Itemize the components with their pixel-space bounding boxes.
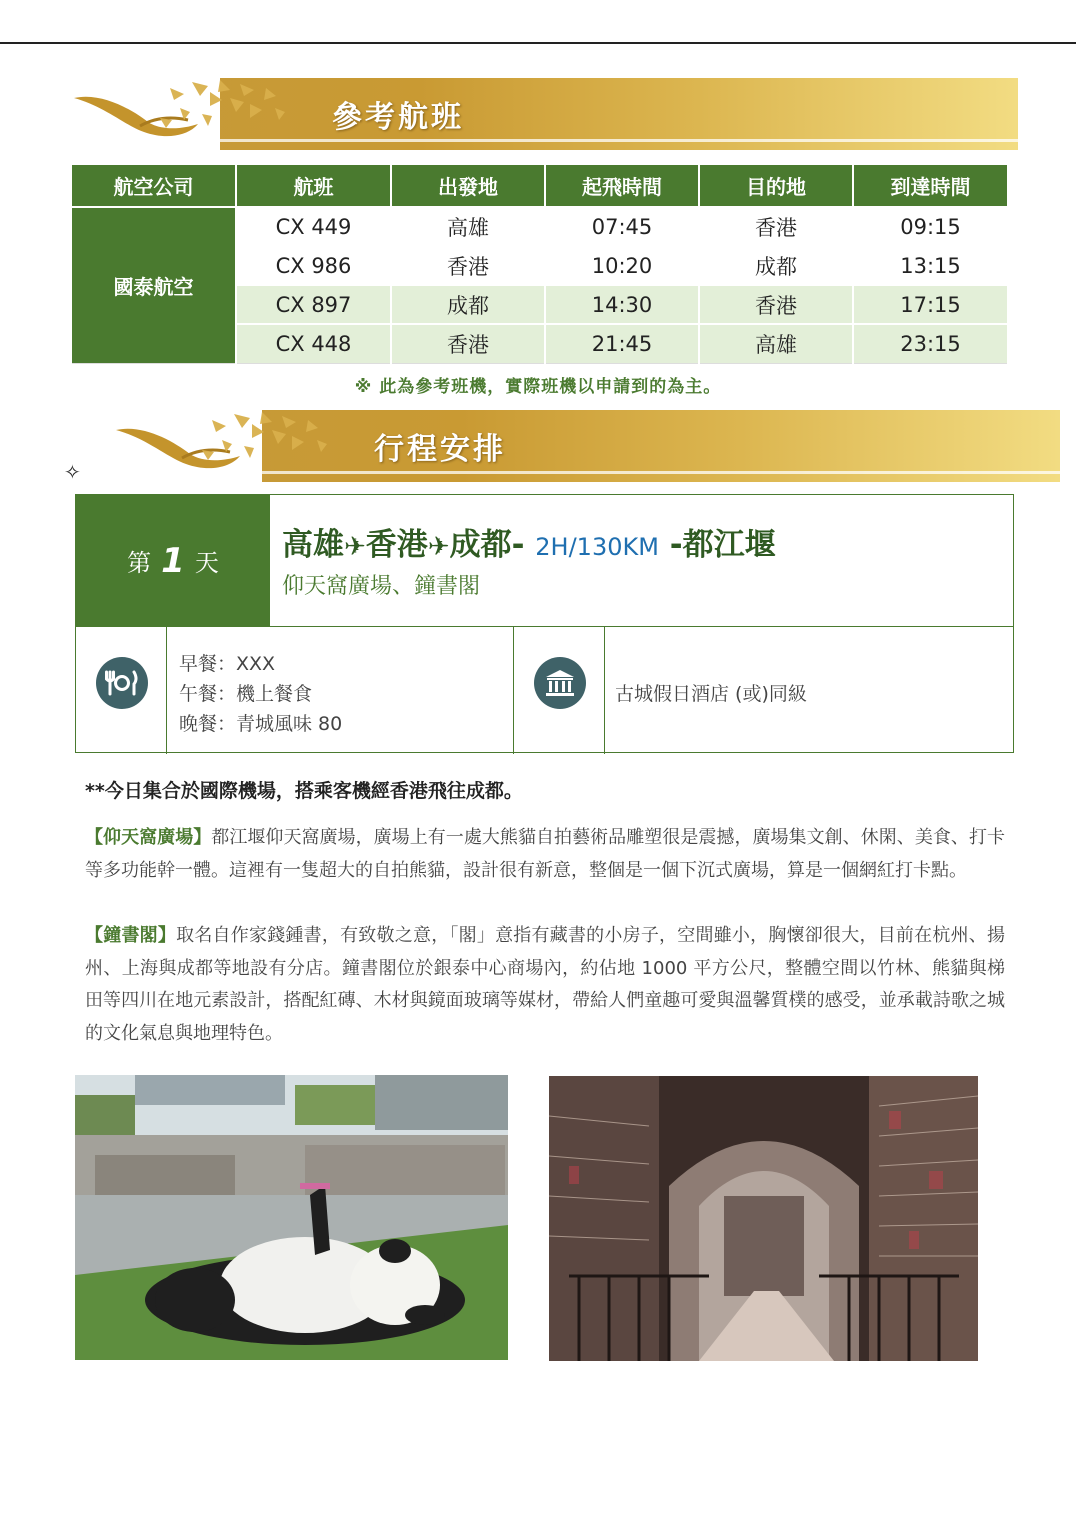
route-distance: 2H/130KM [535,533,659,561]
airplane-icon: ✈ [344,532,366,562]
day-number: 1 [161,540,185,581]
top-rule [0,42,1076,44]
destination: 香港 [699,207,853,246]
paragraph-yangtianwo [85,822,1005,887]
col-header-flight: 航班 [236,164,391,207]
col-header-arrive: 到達時間 [853,164,1008,207]
photo-panda-plaza [75,1075,508,1360]
day-label [76,495,270,626]
hotel-cell [605,627,1013,754]
flight-number: CX 448 [236,324,391,363]
breakfast: 早餐：XXX [179,653,276,675]
day-prefix: 第 [127,549,152,577]
destination: 高雄 [699,324,853,363]
section-banner-itinerary [112,410,1060,482]
utensils-icon [96,657,148,709]
hotel-icon-cell [514,627,605,754]
section-title: 行程安排 [374,432,506,467]
paragraph-heading: 【仰天窩廣場】 [85,827,212,848]
destination: 成都 [699,246,853,285]
paragraph-body: 都江堰仰天窩廣場，廣場上有一處大熊貓自拍藝術品雕塑很是震撼，廣場集文創、休閑、美食、打卡等多功能幹一體。這裡有一隻超大的自拍熊貓，設計很有新意，整個是一個下沉式廣場，算是一個網紅打卡點。 [85,827,1005,881]
hotel-name: 古城假日酒店 (或)同級 [615,683,807,705]
flight-number: CX 449 [236,207,391,246]
table-row [71,207,1008,246]
arrive-time: 13:15 [853,246,1008,285]
sparkle-icon: ✧ [64,460,81,484]
paragraph-zhongshuge [85,920,1005,1050]
dinner: 晚餐：青城風味 80 [179,713,343,735]
flight-number: CX 897 [236,285,391,324]
flight-note: ※ 此為參考班機，實際班機以申請到的為主。 [354,377,722,397]
origin: 香港 [391,246,545,285]
paragraph-heading: 【鐘書閣】 [85,925,177,946]
arrive-time: 17:15 [853,285,1008,324]
day-route [282,519,776,564]
route-city: -都江堰 [669,527,776,563]
col-header-origin: 出發地 [391,164,545,207]
lunch: 午餐：機上餐食 [179,683,313,705]
depart-time: 10:20 [545,246,699,285]
table-header-row [71,164,1008,207]
meals-list [179,649,342,739]
meal-icon-cell [76,627,167,754]
meals-cell [167,627,514,754]
destination: 香港 [699,285,853,324]
airplane-icon: ✈ [427,532,450,562]
airline-cell: 國泰航空 [71,207,236,363]
bird-ornament-icon [112,410,412,482]
arrive-time: 23:15 [853,324,1008,363]
depart-time: 07:45 [545,207,699,246]
origin: 高雄 [391,207,545,246]
photo-bookstore [549,1076,978,1361]
day-suffix: 天 [194,549,219,577]
section-title: 參考航班 [332,100,464,135]
route-city: 成都- [449,527,525,563]
origin: 成都 [391,285,545,324]
route-city: 高雄 [282,527,344,563]
depart-time: 14:30 [545,285,699,324]
origin: 香港 [391,324,545,363]
bird-ornament-icon [70,78,370,150]
day-itinerary-box [75,494,1014,753]
day-sights: 仰天窩廣場、鐘書閣 [282,574,481,599]
hotel-building-icon [534,657,586,709]
depart-time: 21:45 [545,324,699,363]
route-city: 香港 [365,527,428,563]
day-lead-text: **今日集合於國際機場，搭乘客機經香港飛往成都。 [85,780,523,802]
flight-table [70,163,1009,364]
day-info-row [76,626,1013,753]
col-header-depart: 起飛時間 [545,164,699,207]
flight-number: CX 986 [236,246,391,285]
paragraph-body: 取名自作家錢鍾書，有致敬之意，「閣」意指有藏書的小房子，空間雖小，胸懷卻很大，目前在杭州、揚州、上海與成都等地設有分店。鐘書閣位於銀泰中心商場內，約佔地 1000 平方公尺，整體空間以竹林、熊貓與梯田等四川在地元素設計，搭配紅磚、木材與鏡面玻璃等媒材，帶給人們童趣可愛與溫馨質樸的感受，並承載詩歌之城的文化氣息與地理特色。 [85,925,1006,1044]
section-banner-flights [70,78,1018,150]
arrive-time: 09:15 [853,207,1008,246]
col-header-destination: 目的地 [699,164,853,207]
col-header-airline: 航空公司 [71,164,236,207]
